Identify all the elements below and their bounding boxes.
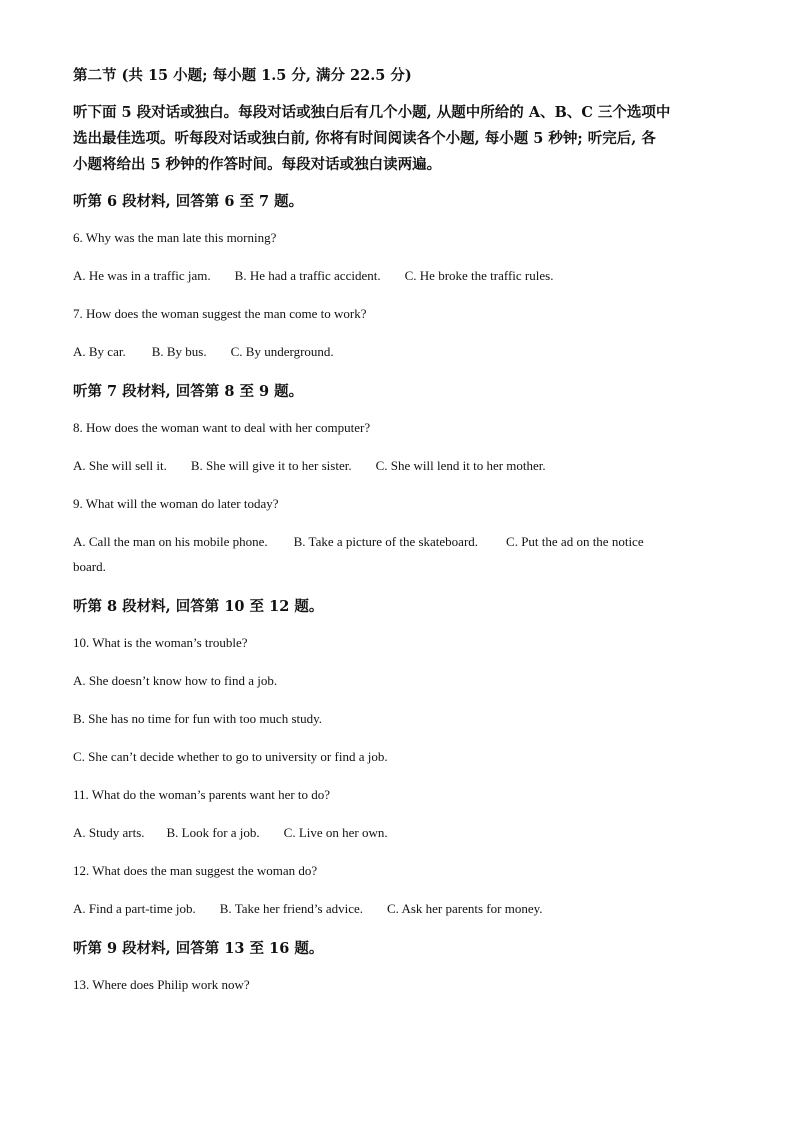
question-7-option-a: A. By car. xyxy=(73,344,126,359)
question-9-option-c: C. Put the ad on the notice xyxy=(506,534,644,549)
question-8-stem: 8. How does the woman want to deal with her computer? xyxy=(73,420,371,435)
question-12-stem: 12. What does the man suggest the woman do? xyxy=(73,863,318,878)
question-13-stem: 13. Where does Philip work now? xyxy=(73,977,250,992)
question-9-option-a: A. Call the man on his mobile phone. xyxy=(73,534,268,549)
question-8-option-c: C. She will lend it to her mother. xyxy=(375,458,546,473)
question-11-option-b: B. Look for a job. xyxy=(166,825,260,840)
question-10-stem: 10. What is the woman’s trouble? xyxy=(73,635,248,650)
question-7-option-c: C. By underground. xyxy=(230,344,334,359)
question-7-option-b: B. By bus. xyxy=(151,344,207,359)
group-header-13-16: 听第 9 段材料, 回答第 13 至 16 题。 xyxy=(73,940,324,957)
question-12-option-b: B. Take her friend’s advice. xyxy=(219,901,364,916)
question-8-options xyxy=(73,458,546,474)
question-9-stem: 9. What will the woman do later today? xyxy=(73,496,279,511)
question-9-option-c-continuation: board. xyxy=(73,559,106,574)
question-11-option-c: C. Live on her own. xyxy=(283,825,388,840)
group-header-8-9: 听第 7 段材料, 回答第 8 至 9 题。 xyxy=(73,383,304,400)
question-11-option-a: A. Study arts. xyxy=(73,825,145,840)
question-12-options xyxy=(73,901,543,917)
question-12-option-c: C. Ask her parents for money. xyxy=(387,901,543,916)
section-heading: 第二节 (共 15 小题; 每小题 1.5 分, 满分 22.5 分) xyxy=(73,67,412,84)
question-7-stem: 7. How does the woman suggest the man come to work? xyxy=(73,306,367,321)
question-6-options xyxy=(73,268,553,284)
question-6-option-b: B. He had a traffic accident. xyxy=(234,268,381,283)
question-6-stem: 6. Why was the man late this morning? xyxy=(73,230,277,245)
question-8-option-a: A. She will sell it. xyxy=(73,458,167,473)
question-12-option-a: A. Find a part-time job. xyxy=(73,901,196,916)
question-8-option-b: B. She will give it to her sister. xyxy=(190,458,352,473)
question-10-option-b: B. She has no time for fun with too much study. xyxy=(73,711,323,726)
question-11-options xyxy=(73,825,388,841)
instruction-line-2: 选出最佳选项。听每段对话或独白前, 你将有时间阅读各个小题, 每小题 5 秒钟; 听完后, 各 xyxy=(73,130,656,147)
group-header-6-7: 听第 6 段材料, 回答第 6 至 7 题。 xyxy=(73,193,304,210)
question-9-option-b: B. Take a picture of the skateboard. xyxy=(293,534,479,549)
instruction-line-1: 听下面 5 段对话或独白。每段对话或独白后有几个小题, 从题中所给的 A、B、C 三个选项中 xyxy=(73,104,671,121)
question-10-option-a: A. She doesn’t know how to find a job. xyxy=(73,673,278,688)
question-7-options xyxy=(73,344,334,360)
question-6-option-a: A. He was in a traffic jam. xyxy=(73,268,211,283)
question-11-stem: 11. What do the woman’s parents want her to do? xyxy=(73,787,331,802)
question-6-option-c: C. He broke the traffic rules. xyxy=(404,268,554,283)
group-header-10-12: 听第 8 段材料, 回答第 10 至 12 题。 xyxy=(73,598,324,615)
question-9-options xyxy=(73,534,644,550)
question-10-option-c: C. She can’t decide whether to go to university or find a job. xyxy=(73,749,388,764)
instruction-line-3: 小题将给出 5 秒钟的作答时间。每段对话或独白读两遍。 xyxy=(73,156,442,173)
